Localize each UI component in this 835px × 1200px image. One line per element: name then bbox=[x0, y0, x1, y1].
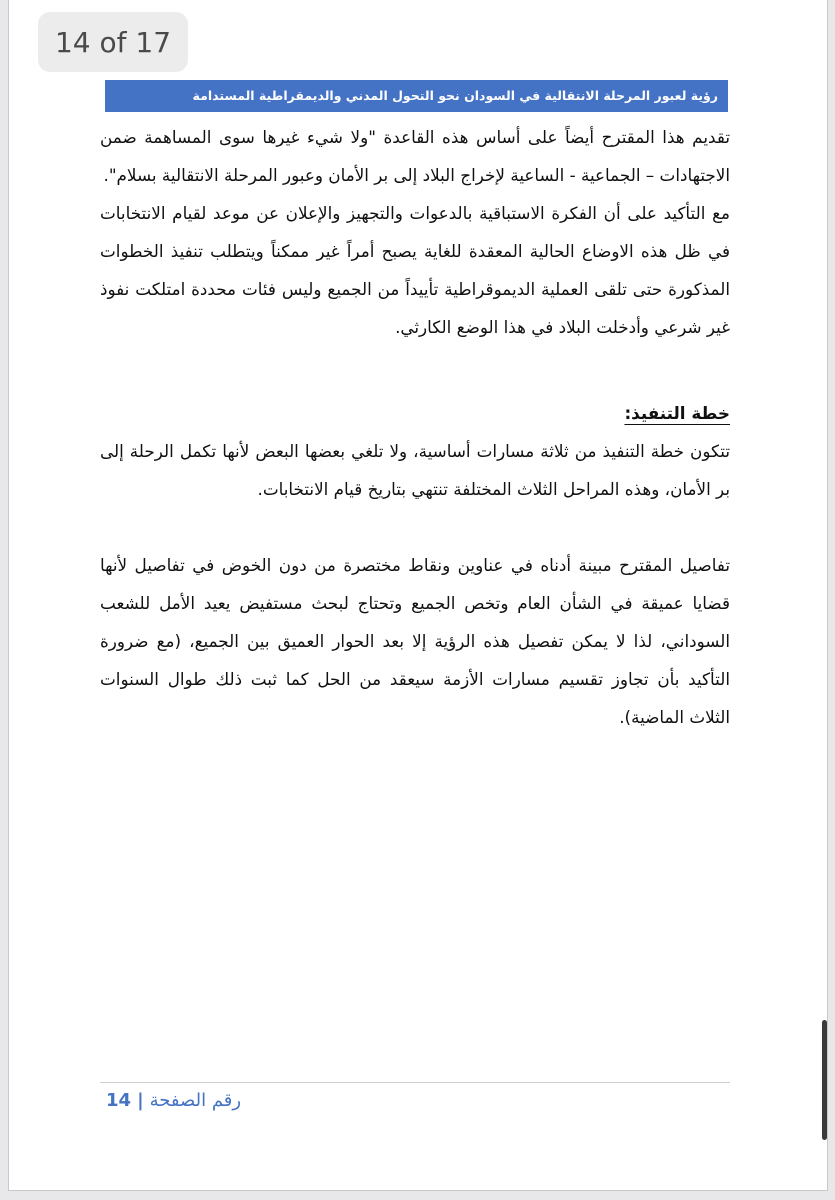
footer-separator: | bbox=[137, 1090, 144, 1111]
footer-page-number: 14 bbox=[106, 1090, 132, 1111]
scrollbar[interactable] bbox=[822, 1020, 827, 1140]
paragraph: مع التأكيد على أن الفكرة الاستباقية بالدعوات والتجهيز والإعلان عن موعد لقيام الانتخابات في ظل هذه الاوضاع الحالية المعقدة للغاية يصبح أمراً غير ممكناً ويتطلب تنفيذ الخطوات المذكورة حتى تلقى العملية الديموقراطية تأييداً من الجميع وليس فئات محددة امتلكت نفوذ غير شرعي وأدخلت البلاد في هذا الوضع الكارثي. bbox=[100, 203, 730, 337]
page-footer bbox=[106, 1090, 241, 1111]
spacer bbox=[100, 346, 730, 394]
paragraph: تفاصيل المقترح مبينة أدناه في عناوين ونقاط مختصرة من دون الخوض في تفاصيل لأنها قضايا عميقة في الشأن العام وتخص الجميع وتحتاج لبحث مستفيض يعيد الأمل للشعب السوداني، لذا لا يمكن تفصيل هذه الرؤية إلا بعد الحوار العميق بين الجميع، (مع ضرورة التأكيد بأن تجاوز تقسيم مسارات الأزمة سيعقد من الحل كما ثبت ذلك طوال السنوات الثلاث الماضية). bbox=[100, 555, 730, 727]
footer-label: رقم الصفحة bbox=[149, 1090, 242, 1111]
document-body bbox=[100, 118, 730, 736]
spacer bbox=[100, 508, 730, 546]
page-indicator: 14 of 17 bbox=[38, 12, 188, 72]
section-heading: خطة التنفيذ: bbox=[624, 403, 730, 423]
footer-divider bbox=[100, 1082, 730, 1083]
paragraph: تتكون خطة التنفيذ من ثلاثة مسارات أساسية، ولا تلغي بعضها البعض لأنها تكمل الرحلة إلى بر الأمان، وهذه المراحل الثلاث المختلفة تنتهي بتاريخ قيام الانتخابات. bbox=[100, 441, 730, 499]
paragraph: تقديم هذا المقترح أيضاً على أساس هذه القاعدة "ولا شيء غيرها سوى المساهمة ضمن الاجتهادات – الجماعية - الساعية لإخراج البلاد إلى بر الأمان وعبور المرحلة الانتقالية بسلام". bbox=[100, 127, 730, 185]
document-header: رؤية لعبور المرحلة الانتقالية في السودان نحو التحول المدني والديمقراطية المستدامة bbox=[105, 80, 728, 112]
